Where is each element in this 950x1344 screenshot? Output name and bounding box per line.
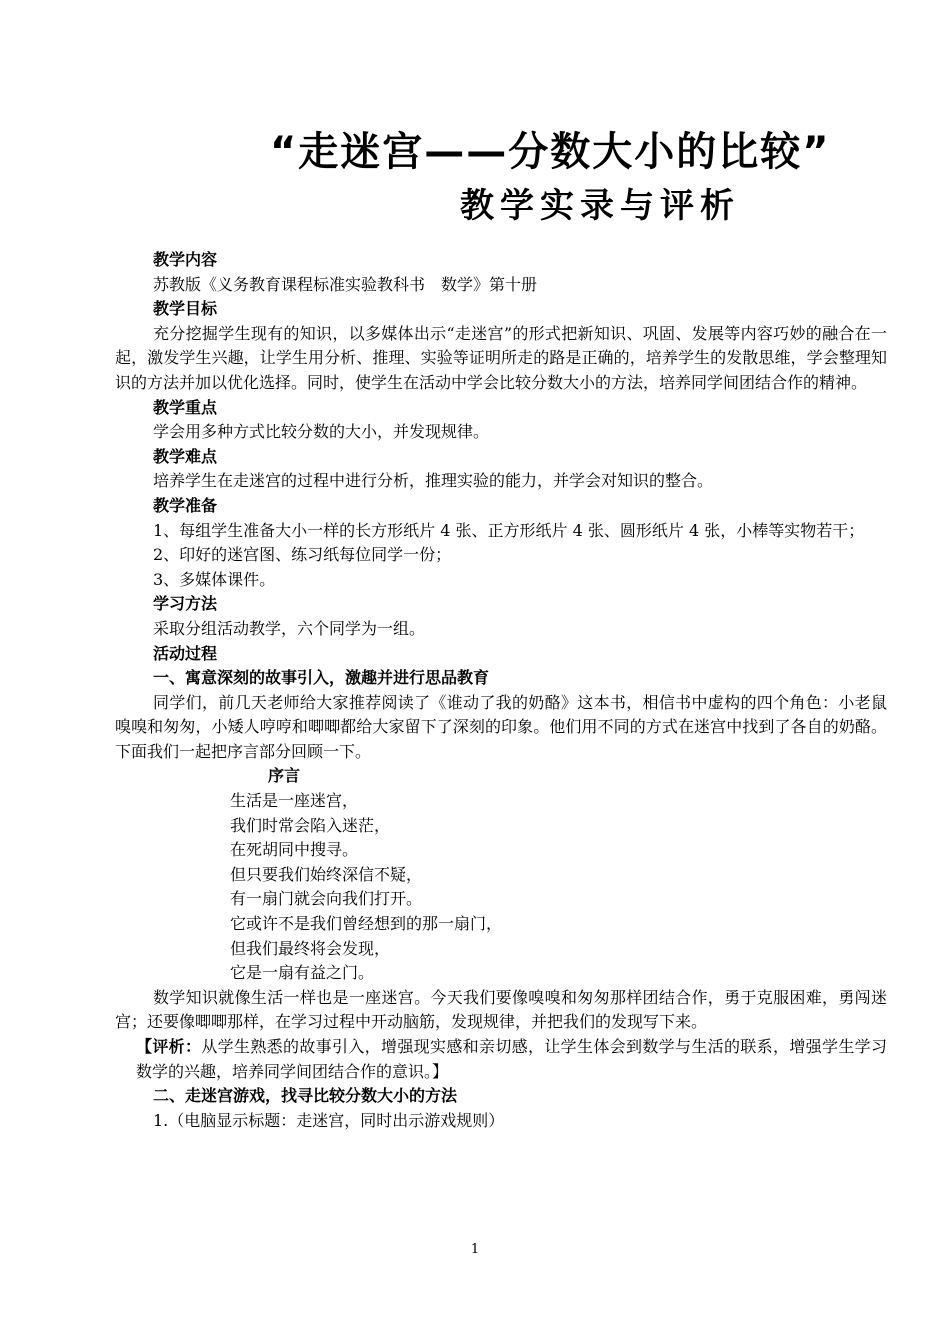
paragraph-part-2-item-1: 1.（电脑显示标题：走迷宫，同时出示游戏规则） xyxy=(153,1110,505,1130)
paragraph-teaching-content: 苏教版《义务教育课程标准实验教科书 数学》第十册 xyxy=(153,274,538,294)
paragraph-preparation-1: 1、每组学生准备大小一样的长方形纸片 4 张、正方形纸片 4 张、圆形纸片 4 张，小棒等实物若干； xyxy=(153,520,865,540)
document-subtitle: 教学实录与评析 xyxy=(460,186,740,226)
paragraph-preparation-3: 3、多媒体课件。 xyxy=(153,569,276,589)
heading-preface: 序言 xyxy=(268,766,301,786)
heading-activity-process: 活动过程 xyxy=(153,643,218,663)
paragraph-preparation-2: 2、印好的迷宫图、练习纸每位同学一份； xyxy=(153,545,452,565)
paragraph-part-1: 同学们，前几天老师给大家推荐阅读了《谁动了我的奶酪》这本书，相信书中虚构的四个角色：小老鼠嗅嗅和匆匆，小矮人哼哼和唧唧都给大家留下了深刻的印象。他们用不同的方式在迷宫中找到了各自的奶酪。下面我们一起把序言部分回顾一下。 xyxy=(115,692,887,761)
heading-key-point: 教学重点 xyxy=(153,397,218,417)
paragraph-teaching-goal: 充分挖掘学生现有的知识，以多媒体出示“走迷宫”的形式把新知识、巩固、发展等内容巧妙的融合在一起，激发学生兴趣，让学生用分析、推理、实验等证明所走的路是正确的，培养学生的发散思维，学会整理知识的方法并加以优化选择。同时，使学生在活动中学会比较分数大小的方法，培养同学间团结合作的精神。 xyxy=(115,323,887,392)
document-title: “走迷宫——分数大小的比较” xyxy=(270,129,831,175)
heading-learning-method: 学习方法 xyxy=(153,594,218,614)
poem-line: 有一扇门就会向我们打开。 xyxy=(230,889,423,909)
heading-part-2: 二、走迷宫游戏，找寻比较分数大小的方法 xyxy=(153,1086,458,1106)
heading-difficulty: 教学难点 xyxy=(153,446,218,466)
heading-preparation: 教学准备 xyxy=(153,495,218,515)
heading-teaching-content: 教学内容 xyxy=(153,250,218,269)
document-body xyxy=(115,248,887,1133)
comment-paragraph xyxy=(115,1035,887,1084)
paragraph-difficulty: 培养学生在走迷宫的过程中进行分析，推理实验的能力，并学会对知识的整合。 xyxy=(153,471,714,491)
heading-teaching-goal: 教学目标 xyxy=(153,299,218,319)
paragraph-key-point: 学会用多种方式比较分数的大小，并发现规律。 xyxy=(153,422,490,442)
heading-part-1: 一、寓意深刻的故事引入，激趣并进行思品教育 xyxy=(153,668,490,688)
poem-line: 但只要我们始终深信不疑， xyxy=(230,864,423,884)
page-number: 1 xyxy=(470,1242,480,1257)
poem-line: 它是一扇有益之门。 xyxy=(230,963,375,983)
poem-line: 在死胡同中搜寻。 xyxy=(230,840,359,860)
poem-line: 生活是一座迷宫， xyxy=(230,791,359,811)
paragraph-learning-method: 采取分组活动教学，六个同学为一组。 xyxy=(153,618,426,638)
poem-line: 它或许不是我们曾经想到的那一扇门， xyxy=(230,914,503,934)
comment-label: 【评析： xyxy=(136,1037,202,1056)
comment-text: 从学生熟悉的故事引入，增强现实感和亲切感，让学生体会到数学与生活的联系，增强学生学习数学的兴趣，培养同学间团结合作的意识。】 xyxy=(136,1037,887,1081)
poem-line: 我们时常会陷入迷茫， xyxy=(230,815,391,835)
poem-line: 但我们最终将会发现， xyxy=(230,938,391,958)
paragraph-after-poem: 数学知识就像生活一样也是一座迷宫。今天我们要像嗅嗅和匆匆那样团结合作，勇于克服困难，勇闯迷宫；还要像唧唧那样，在学习过程中开动脑筋，发现规律，并把我们的发现写下来。 xyxy=(115,987,887,1032)
